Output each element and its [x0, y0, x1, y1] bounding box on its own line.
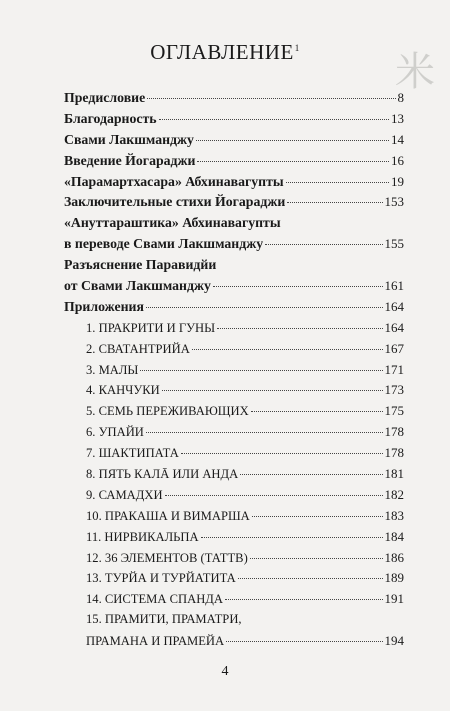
toc-entry — [64, 570, 404, 591]
toc-entry-page: 181 — [384, 466, 404, 482]
toc-entry-page: 191 — [384, 591, 404, 607]
toc-entry-page: 8 — [397, 90, 404, 105]
toc-entry-page: 153 — [384, 194, 404, 210]
toc-entry — [64, 278, 404, 299]
toc-entry-label: Заключительные стихи Йогараджи — [64, 194, 286, 210]
toc-entry — [64, 257, 404, 278]
toc-entry-label: 7. ШАКТИПАТА — [86, 446, 179, 461]
toc-entry-page: 175 — [384, 403, 404, 419]
toc-entry-label: 14. СИСТЕМА СПАНДА — [86, 592, 223, 607]
dot-leader — [201, 537, 383, 538]
toc-entry-label: «Ануттараштика» Абхинавагупты — [64, 215, 281, 231]
toc-entry-label: Разъяснение Паравидйи — [64, 257, 217, 273]
toc-entry-label: 15. ПРАМИТИ, ПРАМАТРИ, — [86, 612, 242, 627]
toc-entry — [64, 550, 404, 571]
dot-leader — [192, 349, 383, 350]
toc-title-text: ОГЛАВЛЕНИЕ — [150, 40, 294, 64]
toc-entry — [64, 403, 404, 424]
dot-leader — [226, 641, 382, 642]
toc-entry-page: 189 — [384, 570, 404, 586]
toc-entry — [64, 174, 404, 195]
dot-leader — [240, 474, 382, 475]
dot-leader — [140, 370, 382, 371]
toc-entry-label: Благодарность — [64, 110, 157, 126]
toc-entry — [64, 633, 404, 654]
toc-entry-label: Свами Лакшманджу — [64, 131, 194, 147]
toc-entry — [64, 487, 404, 508]
bleed-through-glyph: 米 — [395, 50, 435, 94]
toc-entry — [64, 362, 404, 383]
toc-entry-page: 184 — [384, 528, 404, 544]
dot-leader — [196, 140, 389, 141]
toc-entry-label: 11. НИРВИКАЛЬПА — [86, 529, 199, 544]
toc-entry-label: Приложения — [64, 298, 144, 314]
footnote-marker: 1 — [294, 43, 300, 53]
dot-leader — [225, 599, 383, 600]
toc-entry-label: 5. СЕМЬ ПЕРЕЖИВАЮЩИХ — [86, 404, 249, 419]
toc-entry-page: 186 — [384, 549, 404, 565]
toc-entry — [64, 320, 404, 341]
toc-entry-label: 1. ПРАКРИТИ И ГУНЫ — [86, 320, 216, 335]
toc-entry-label: 4. КАНЧУКИ — [86, 383, 160, 398]
dot-leader — [197, 161, 389, 162]
dot-leader — [147, 98, 395, 99]
toc-entry — [64, 90, 404, 111]
toc-entry-page: 167 — [384, 340, 404, 356]
toc-entry-label: «Парамартхасара» Абхинавагупты — [64, 173, 284, 189]
dot-leader — [251, 411, 383, 412]
toc-entry-label: 12. 36 ЭЛЕМЕНТОВ (ТАТТВ) — [86, 550, 248, 565]
toc-entry-page: 13 — [391, 110, 404, 126]
toc-title — [0, 40, 450, 65]
toc-entry-page: 178 — [384, 445, 404, 461]
toc-entry — [64, 111, 404, 132]
toc-entry — [64, 194, 404, 215]
toc-entry — [64, 215, 404, 236]
toc-entry-page: 164 — [384, 298, 404, 314]
toc-entry-page: 155 — [384, 236, 404, 252]
dot-leader — [286, 182, 389, 183]
toc-entry — [64, 341, 404, 362]
toc-entry-label: 9. САМАДХИ — [86, 487, 163, 502]
toc-entry — [64, 508, 404, 529]
toc-entry-label: 6. УПАЙИ — [86, 425, 144, 440]
dot-leader — [165, 495, 383, 496]
toc-entry-page: 182 — [384, 486, 404, 502]
toc-entry — [64, 153, 404, 174]
toc-entry — [64, 424, 404, 445]
dot-leader — [181, 453, 383, 454]
toc-entry-label: 10. ПРАКАША И ВИМАРША — [86, 508, 250, 523]
toc-entry — [64, 591, 404, 612]
toc-entry-label: 13. ТУРЙА И ТУРЙАТИТА — [86, 571, 236, 586]
dot-leader — [159, 119, 389, 120]
toc-entry-page: 173 — [384, 382, 404, 398]
dot-leader — [265, 244, 382, 245]
toc-entry-label: 8. ПЯТЬ КАЛĀ ИЛИ АНДА — [86, 467, 239, 482]
toc-entry-label: ПРАМАНА И ПРАМЕЙА — [86, 634, 225, 649]
page-number: 4 — [221, 664, 229, 679]
toc-entry — [64, 382, 404, 403]
table-of-contents — [64, 90, 404, 654]
toc-entry-page: 164 — [384, 319, 404, 335]
toc-entry — [64, 236, 404, 257]
toc-entry-page: 16 — [391, 152, 404, 168]
toc-entry-label: от Свами Лакшманджу — [64, 278, 211, 294]
dot-leader — [146, 432, 383, 433]
dot-leader — [287, 202, 382, 203]
dot-leader — [250, 558, 383, 559]
dot-leader — [146, 307, 383, 308]
toc-entry-label: в переводе Свами Лакшманджу — [64, 236, 264, 252]
dot-leader — [162, 390, 383, 391]
toc-entry — [64, 612, 404, 633]
dot-leader — [238, 578, 383, 579]
toc-entry-page: 194 — [384, 633, 404, 649]
toc-entry-page: 171 — [384, 361, 404, 377]
dot-leader — [217, 328, 382, 329]
toc-entry — [64, 529, 404, 550]
toc-entry-label: Введение Йогараджи — [64, 152, 196, 168]
dot-leader — [213, 286, 383, 287]
toc-entry — [64, 132, 404, 153]
toc-entry-label: 3. МАЛЫ — [86, 362, 139, 377]
toc-entry — [64, 445, 404, 466]
toc-entry-page: 178 — [384, 424, 404, 440]
toc-entry — [64, 299, 404, 320]
toc-entry-page: 183 — [384, 507, 404, 523]
dot-leader — [252, 516, 383, 517]
toc-entry — [64, 466, 404, 487]
toc-entry-page: 14 — [391, 131, 404, 147]
toc-entry-page: 19 — [391, 173, 404, 189]
toc-entry-label: 2. СВАТАНТРИЙА — [86, 341, 190, 356]
toc-entry-page: 161 — [384, 278, 404, 294]
toc-entry-label: Предисловие — [64, 90, 146, 105]
